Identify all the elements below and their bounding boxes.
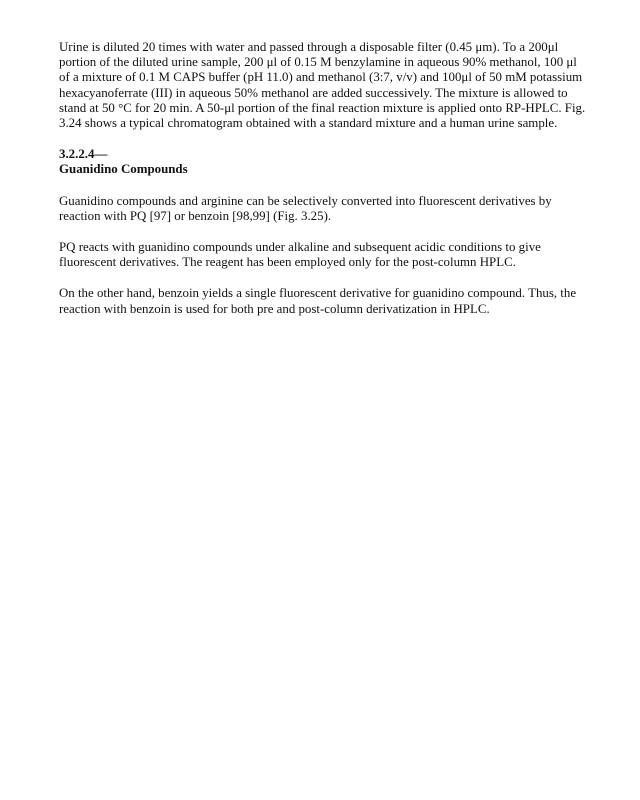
document-page bbox=[59, 40, 589, 333]
paragraph-urine-preparation: Urine is diluted 20 times with water and passed through a disposable filter (0.45 μm). To a 200μl portion of the diluted urine sample, 200 μl of 0.15 M benzylamine in aqueous 90% methanol, 100 μl of a mixture of 0.1 M CAPS buffer (pH 11.0) and methanol (3:7, v/v) and 100μl of 50 mM potassium hexacyanoferrate (III) in aqueous 50% methanol are added successively. The mixture is allowed to stand at 50 °C for 20 min. A 50-μl portion of the final reaction mixture is applied onto RP-HPLC. Fig. 3.24 shows a typical chromatogram obtained with a standard mixture and a human urine sample. bbox=[59, 40, 586, 131]
section-title: Guanidino Compounds bbox=[59, 162, 188, 177]
paragraph-guanidino-intro: Guanidino compounds and arginine can be selectively converted into fluorescent derivatives by reaction with PQ [97] or benzoin [98,99] (Fig. 3.25). bbox=[59, 193, 552, 223]
section-number: 3.2.2.4— bbox=[59, 147, 108, 162]
paragraph-benzoin-reaction: On the other hand, benzoin yields a single fluorescent derivative for guanidino compound. Thus, the reaction with benzoin is used for both pre and post-column derivatization in HPLC. bbox=[59, 286, 577, 316]
paragraph-pq-reaction: PQ reacts with guanidino compounds under alkaline and subsequent acidic conditions to give fluorescent derivatives. The reagent has been employed only for the post-column HPLC. bbox=[59, 240, 541, 270]
section-heading bbox=[59, 147, 589, 177]
